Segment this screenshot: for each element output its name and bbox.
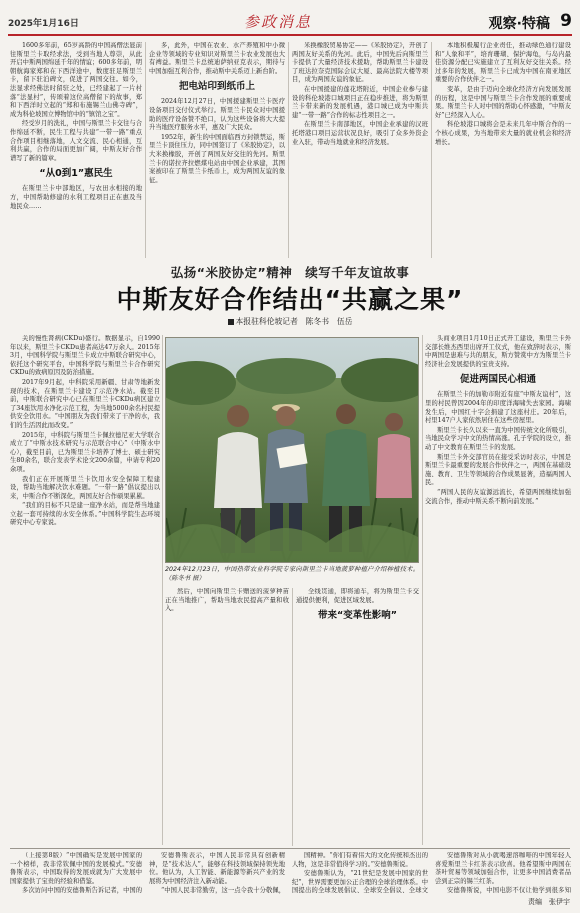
middle-right-column [425,335,571,845]
paragraph: 本地积极履行企业责任，推动绿色通行建设和“人象和平”，培育珊瑚、保护海龟，与岛内最佳资源分配已实施建立了互利友好交往关系。经过多年的发展，斯里兰卡已成为中国在南亚地区重要的合作伙伴之一。 [435,42,571,84]
paragraph: “中国人民非常勤劳，这一点令我十分敬佩， [161,887,285,894]
paragraph: 安德鲁斯表示，中国人民非常具有创新精神，是“技术达人”，能够在科技领域保持领先地位。他认为，人工智能、新能源等新兴产业的发展将为中国经济注入新动能。 [149,852,285,885]
photo-caption: 2024年12月23日，中国热带农业科学院专家向斯里兰卡当地菠萝种植户介绍种植技术。（陈冬书 摄） [165,566,419,582]
section-rule [10,848,570,849]
paragraph: 米换橡胶贸易协定——《米胶协定》，开创了两国友好关系的先河。此后，中国先后向斯里兰卡提供了大量经济技术援助，帮助斯里兰卡建设了班达拉奈克国际会议大厦、最高法院大楼等项目，成为两国友谊的象征。 [292,42,428,84]
paragraph: “我们的目标不只是建一座净水站，而是帮当地建立起一套可持续的水安全体系。”中国科学院生态环境研究中心专家说。 [10,502,160,527]
column-divider [422,335,423,845]
column-divider [288,42,289,258]
editor-credit: 责编 张伊宇 [528,898,570,906]
page-number: 9 [560,11,572,31]
paragraph: 1600多年前，65岁高龄的中国高僧法显前往斯里兰卡取经求法，受到当地人尊崇，从此开启中斯两国绵延千年的情谊；600多年前，明朝航海家郑和在下西洋途中，数度驻足斯里兰卡，留下驻泊碑文，促进了两国交往。如今，法显求经佛法时留驻之处，已经建起了一片村落“法显村”，传颂着这位高僧留下的故事，郑和下西洋时立起的“郑和布施锡兰山佛寺碑”，成为科伦坡国立博物馆中的“镇馆之宝”。 [10,42,142,118]
under-photo-left-column [165,588,289,846]
paragraph: 头商业项目1月10日正式开工建设，斯里兰卡外交部长维杰西里出席开工仪式，他在致辞时表示，斯中两国是患难与共的朋友，斯方赞赏中方为斯里兰卡经济社会发展提供的宝贵支持。 [425,335,571,368]
paragraph: 国精神。“你们有着伟大的文化传统和杰出的人物，这是非常值得学习的。”安德鲁斯说。 [292,852,428,868]
paragraph: “两国人民的友谊源远流长，希望两国继续加强交流合作，推动中斯关系不断向前发展。” [425,488,571,505]
paragraph: 斯里兰卡外交部官员在接受采访时表示，中国是斯里兰卡最重要的发展合作伙伴之一，两国在基础设施、教育、卫生等领域的合作成果显著，造福两国人民。 [425,453,571,487]
bottom-column-4 [435,852,571,894]
section-heading: 把电站印到纸币上 [178,81,255,93]
paragraph: 安德鲁斯对从小就喝速溶咖啡的中国年轻人喜爱斯里兰卡红茶表示欣喜。他希望斯中两国在茶叶贸易等领域加强合作，让更多中国消费者品尝到正宗的锡兰红茶。 [435,852,571,885]
paragraph: 在斯里兰卡中部地区，与农田水相接的地方，中国帮助修建的水利工程项目正在惠及当地民众…… [10,185,142,210]
paragraph: 我们正在开展斯里兰卡饮用水安全保障工程建设，帮助当地解决饮水难题。“一带一路”倡议提出以来，中斯合作不断深化，两国友好合作硕果累累。 [10,475,160,500]
top-column-1 [10,42,142,258]
paragraph: 然后，中国向斯里兰卡赠送的菠萝种苗正在当地推广，帮助当地农民提高产量和收入。 [165,588,289,613]
paragraph: 关的慢性肾病(CKDu)盛行。数据显示，自1990年以来，斯里兰卡CKDu患者高达47万余人。2015年3月，中国科学院与斯里兰卡成立中斯联合研究中心，依托这个研究平台，中国科学院与斯里兰卡合作研究CKDu的致病原因及防治措施。 [10,335,160,377]
paragraph: 变革，是由于迈向全球化经济方向发展发展的历程，这是中国与斯里兰卡合作发展的重要成果。斯里兰卡人对中国的帮助心怀感激，“中斯友好”已经深入人心。 [435,85,571,119]
byline [0,316,580,327]
farm-photo-illustration [166,338,419,563]
paragraph: 全线贯通，即将通车，将为斯里兰卡交通提供便利，促进区域发展。 [296,588,419,604]
paragraph: 1952年，新生的中国面临西方封锁禁运，斯里兰卡顶住压力，同中国签订了《米胶协定》，以大米换橡胶，开创了两国友好交往的先河。斯里兰卡的诺拉齐拉燃煤电站由中国企业承建，其图案被印在了斯里兰卡纸币上，成为两国友谊的象征。 [149,133,285,184]
main-headline: 中斯友好合作结出“共赢之果” [116,285,464,314]
paragraph: 在中国援建的莲花塔附近，中国企业参与建设的科伦坡港口城项目正在稳步推进，将为斯里兰卡带来新的发展机遇，港口城已成为中斯共建“一带一路”合作的标志性项目之一。 [292,85,428,119]
middle-left-column [10,335,160,845]
under-photo-right-column [296,588,419,846]
paragraph: 2017年9月起，中科院采用新疆、甘肃等地新发现的技术，在斯里兰卡建设了示范净水站。截至目前，中斯联合研究中心已在斯里兰卡CKDu病区建立了34座饮用水净化示范工程，为当地5000余名村民提供安全饮用水。“中国朋友为我们带来了干净的水，我们的生活因此而改变。” [10,378,160,429]
paragraph: （上接第8版）“中国确实是发展中国家的一个榜样，我非常钦佩中国的发展模式。”安德鲁斯表示，中国取得的发展成就为广大发展中国家提供了宝贵的经验和借鉴。 [10,852,142,885]
top-column-3 [292,42,428,258]
news-photo [165,337,419,563]
top-column-4 [435,42,571,258]
top-column-2 [149,42,285,258]
section-heading: “从0到1”惠民生 [39,168,113,180]
paragraph: 安德鲁斯说，中国电影不仅让他学到很多知 [447,887,571,894]
section-name: 观察·特稿 [488,16,550,32]
paragraph: 经受岁月的洗礼，中国与斯里兰卡交往与合作绵延不断，民生工程与共建“一带一路”重点合作项目相继落地，人文交流、民心相通，互利共赢，合作的局面更加广阔，中斯友好合作谱写了新的篇章。 [10,120,142,162]
paragraph: 2024年12月27日，中国援建斯里兰卡医疗设备项目交付仪式举行。斯里兰卡民众对中国援助的医疗设备赞不绝口，认为这些设备将大大提升当地医疗服务水平，惠及广大民众。 [149,98,285,132]
paragraph: 在斯里兰卡的加勒市附近有座“中斯友谊村”，这里的村民曾因2004年的印度洋海啸失去家园。海啸发生后，中国红十字会捐建了这座村庄。20年后，村里147户人家依然居住在这些房屋里。 [425,391,571,425]
page-header [8,8,572,36]
newspaper-logo: 参政消息 [244,13,313,31]
bottom-column-3 [292,852,428,894]
column-divider [431,42,432,258]
bottom-column-2 [149,852,285,894]
paragraph: 2015年，中科院与斯里兰卡佩拉德尼亚大学联合成立了“中斯水技术研究与示范联合中心”（中斯水中心），截至目前，已为斯里兰卡培养了博士、硕士研究生80余名，联合发表学术论文200余篇，申请专利20余项。 [10,431,160,473]
paragraph: 在斯里兰卡南部地区，中国企业承建的汉班托塔港口项目运营状况良好，吸引了众多外资企业入驻，带动当地就业和经济发展。 [292,121,428,146]
paragraph: 斯里兰卡长久以来一直为中国传统文化所吸引，当地民众学习中文的热情高涨。孔子学院的设立，推动了中文教育在斯里兰卡的发展。 [425,426,571,451]
issue-date: 2025年1月16日 [8,19,79,29]
paragraph: 多次访问中国的安德鲁斯告诉记者，中国的 [22,887,142,894]
column-divider [162,335,163,845]
column-divider [145,42,146,258]
headline-subtitle: 弘扬“米胶协定”精神 续写千年友谊故事 [170,265,410,280]
section-heading: 带来“变革性影响” [318,610,397,622]
column-divider [292,588,293,846]
paragraph: 多，此外，中国在农业、水产养殖和中小微企业等领域的专业知识对斯里兰卡农业发展也大有裨益。斯里兰卡总统迪萨纳亚克表示，期待与中国加强互利合作，推动斯中关系迈上新台阶。 [149,42,285,75]
paragraph: 安德鲁斯认为，“21世纪是发展中国家的世纪”，世界需要更加公正合理的全球治理体系。中国提出的全球发展倡议、全球安全倡议、全球文 [292,870,428,894]
byline-text: 本报驻科伦坡记者 陈冬书 伍岳 [235,317,353,326]
bottom-column-1 [10,852,142,894]
byline-square-icon [228,319,234,325]
paragraph: 科伦坡港口城将会是未来几年中斯合作的一个核心成果，为当地带来大量的就业机会和经济增长。 [435,121,571,146]
section-heading: 促进两国民心相通 [459,374,536,386]
